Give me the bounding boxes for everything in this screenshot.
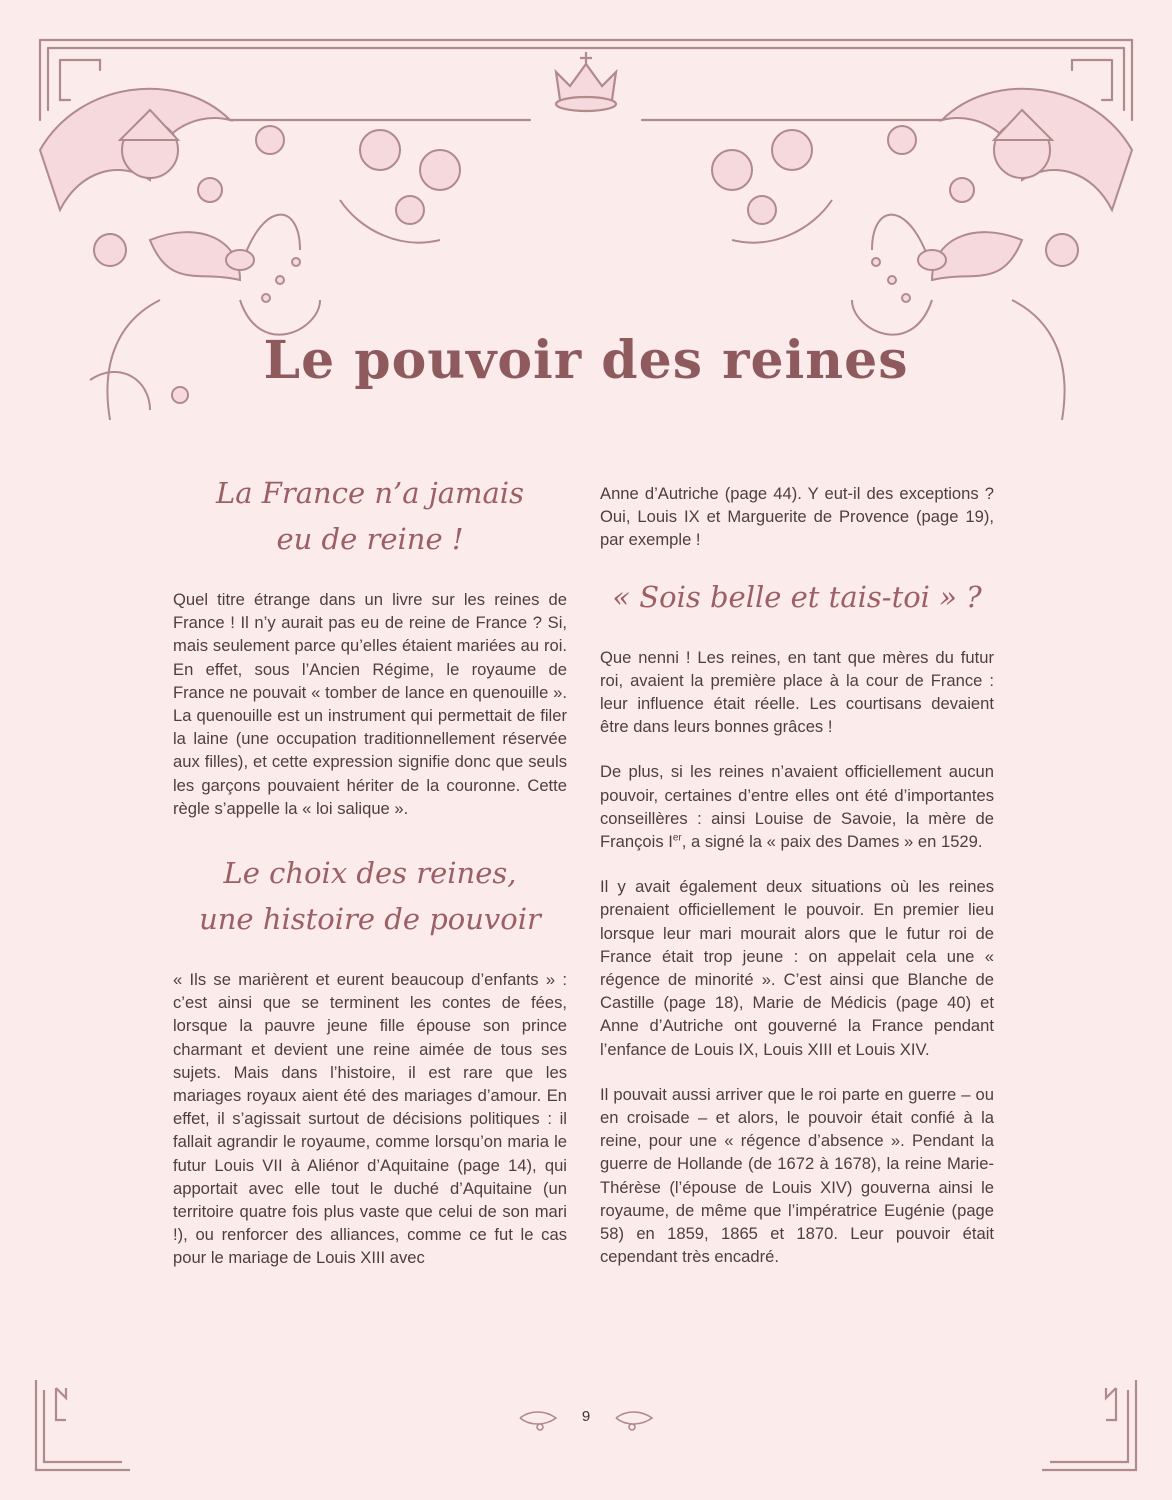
heading-line: La France n’a jamais bbox=[216, 476, 524, 510]
paragraph: Que nenni ! Les reines, en tant que mères du futur roi, avaient la première place à la cour de France : leur influence était réelle. Les courtisans devaient être dans leurs bonnes grâces ! bbox=[600, 647, 994, 737]
text-span: De plus, si les reines n’avaient officiellement aucun pouvoir, certaines d’entre elles ont été d’importantes conseillères : ainsi Louise de Savoie, la mère de François I bbox=[600, 762, 994, 852]
paragraph: Il y avait également deux situations où les reines prenaient officiellement le pouvoir. En premier lieu lorsque leur mari mourait alors que le futur roi de France était trop jeune : on appelait cela une « régence de minorité ». C’est ainsi que Blanche de Castille (page 18), Marie de Médicis (page 40) et Anne d’Autriche ont gouverné la France pendant l’enfance de Louis IX, Louis XIII et Louis XIV. bbox=[600, 877, 994, 1059]
paragraph: Il pouvait aussi arriver que le roi parte en guerre – ou en croisade – et alors, le pouvoir était confié à la reine, pour une « régence d’absence ». Pendant la guerre de Hollande (de 1672 à 1678), la reine Marie-Thérèse (l’épouse de Louis XIV) gouverna ainsi le royaume, de même que l’impératrice Eugénie (page 58) en 1859, 1865 et 1870. Leur pouvoir était cependant très encadré. bbox=[600, 1084, 994, 1267]
right-column bbox=[600, 482, 994, 1290]
left-column bbox=[173, 470, 567, 1292]
section-heading-sois-belle: « Sois belle et tais-toi » ? bbox=[612, 579, 982, 614]
heading-line: une histoire de pouvoir bbox=[199, 902, 541, 937]
paragraph: Anne d’Autriche (page 44). Y eut-il des exceptions ? Oui, Louis IX et Marguerite de Provence (page 19), par exemple ! bbox=[600, 484, 994, 550]
paragraph: Quel titre étrange dans un livre sur les reines de France ! Il n’y aurait pas eu de reine de France ? Si, mais seulement parce qu’elles étaient mariées au roi. En effet, sous l’Ancien Régime, le royaume de France ne pouvait « tomber de lance en quenouille ». La quenouille est un instrument qui permettait de filer la laine (une occupation traditionnellement réservée aux filles), et cette expression signifie donc que seuls les garçons pouvaient hériter de la couronne. Cette règle s’appelle la « loi salique ». bbox=[173, 590, 567, 818]
heading-line: eu de reine ! bbox=[276, 522, 464, 556]
paragraph bbox=[600, 760, 994, 853]
crown-icon bbox=[556, 52, 616, 111]
section-heading-choix bbox=[173, 850, 567, 942]
paragraph: « Ils se marièrent et eurent beaucoup d’enfants » : c’est ainsi que se terminent les contes de fées, lorsque la pauvre jeune fille épouse son prince charmant et devient une reine aimée de tous ses sujets. Mais dans l’histoire, il est rare que les mariages royaux aient été des mariages d’amour. En effet, il s’agissait surtout de décisions politiques : il fallait agrandir le royaume, comme lorsqu’on maria le futur Louis VII à Aliénor d’Aquitaine (page 14), qui apportait avec elle tout le duché d’Aquitaine (un territoire quatre fois plus vaste que celui de son mari !), ou renforcer des alliances, comme ce fut le cas pour le mariage de Louis XIII avec bbox=[173, 970, 567, 1268]
superscript: er bbox=[672, 832, 682, 844]
page-number: 9 bbox=[581, 1408, 591, 1425]
heading-line: Le choix des reines, bbox=[223, 856, 517, 891]
text-span: , a signé la « paix des Dames » en 1529. bbox=[681, 832, 983, 852]
page-title: Le pouvoir des reines bbox=[263, 330, 909, 391]
section-heading-france bbox=[173, 470, 567, 562]
